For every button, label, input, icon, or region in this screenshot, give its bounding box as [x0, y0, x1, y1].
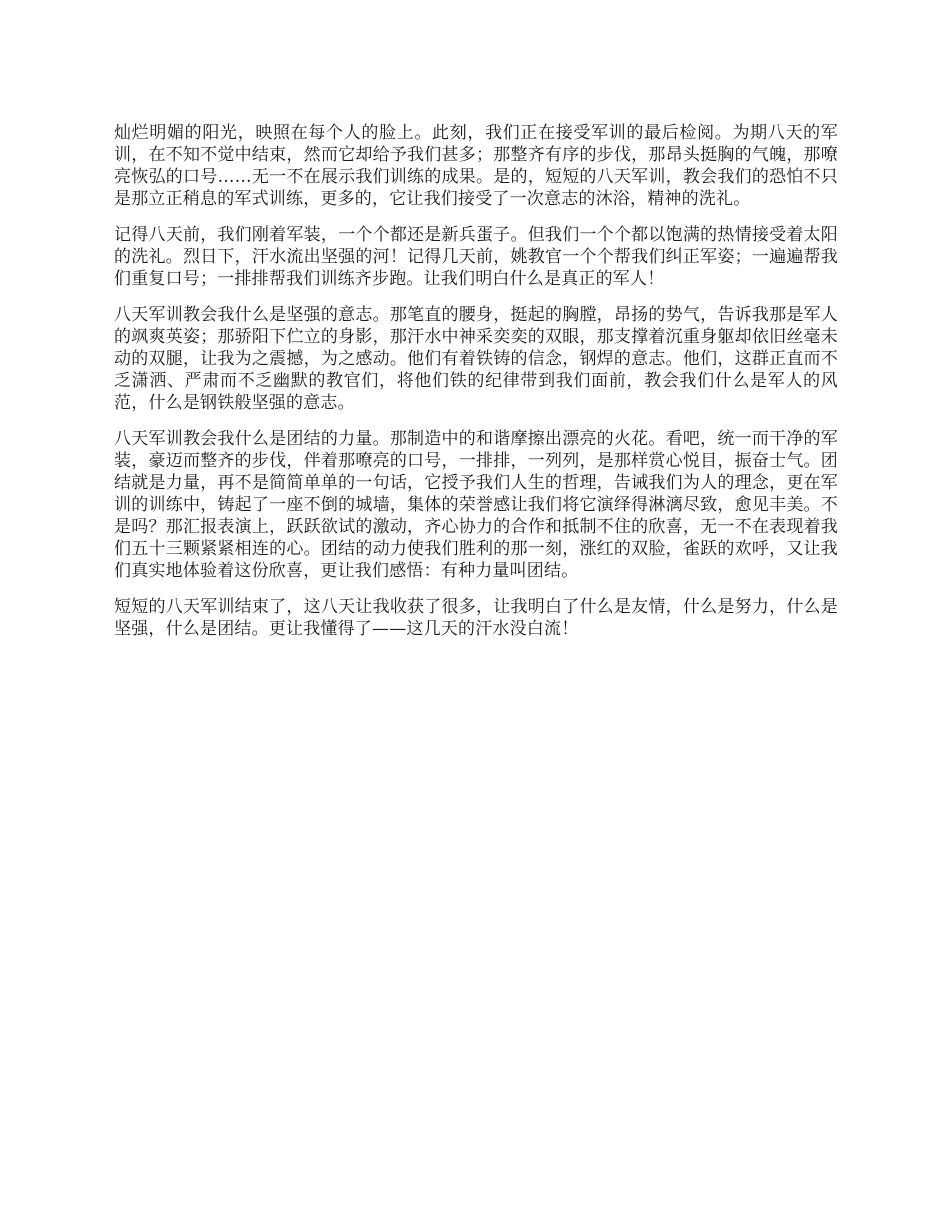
- paragraph-intro: 灿烂明媚的阳光，映照在每个人的脸上。此刻，我们正在接受军训的最后检阅。为期八天的军训，在不知不觉中结束，然而它却给予我们甚多；那整齐有序的步伐，那昂头挺胸的气魄，那嘹亮恢弘的口号……无一不在展示我们训练的成果。是的，短短的八天军训，教会我们的恐怕不只是那立正稍息的军式训练，更多的，它让我们接受了一次意志的沐浴，精神的洗礼。: [114, 123, 838, 209]
- paragraph-will: 八天军训教会我什么是坚强的意志。那笔直的腰身，挺起的胸膛，昂扬的势气，告诉我那是军人的飒爽英姿；那骄阳下伫立的身影，那汗水中神采奕奕的双眼，那支撑着沉重身躯却依旧丝毫未动的双腿，让我为之震撼，为之感动。他们有着铁铸的信念，钢焊的意志。他们，这群正直而不乏潇洒、严肃而不乏幽默的教官们，将他们铁的纪律带到我们面前，教会我们什么是军人的风范，什么是钢铁般坚强的意志。: [114, 305, 838, 413]
- paragraph-memory: 记得八天前，我们刚着军装，一个个都还是新兵蛋子。但我们一个个都以饱满的热情接受着太阳的洗礼。烈日下，汗水流出坚强的河！记得几天前，姚教官一个个帮我们纠正军姿；一遍遍帮我们重复口号；一排排帮我们训练齐步跑。让我们明白什么是真正的军人！: [114, 225, 838, 289]
- document-body: [114, 122, 838, 654]
- paragraph-unity: 八天军训教会我什么是团结的力量。那制造中的和谐摩擦出漂亮的火花。看吧，统一而干净的军装，豪迈而整齐的步伐，伴着那嘹亮的口号，一排排，一列列，是那样赏心悦目，振奋士气。团结就是力量，再不是简简单单的一句话，它授予我们人生的哲理，告诫我们为人的理念，更在军训的训练中，铸起了一座不倒的城墙，集体的荣誉感让我们将它演绎得淋漓尽致，愈见丰美。不是吗？那汇报表演上，跃跃欲试的激动，齐心协力的合作和抵制不住的欣喜，无一不在表现着我们五十三颗紧紧相连的心。团结的动力使我们胜利的那一刻，涨红的双脸，雀跃的欢呼，又让我们真实地体验着这份欣喜，更让我们感悟：有种力量叫团结。: [114, 429, 838, 581]
- paragraph-conclusion: 短短的八天军训结束了，这八天让我收获了很多，让我明白了什么是友情，什么是努力，什么是坚强，什么是团结。更让我懂得了——这几天的汗水没白流！: [114, 597, 838, 639]
